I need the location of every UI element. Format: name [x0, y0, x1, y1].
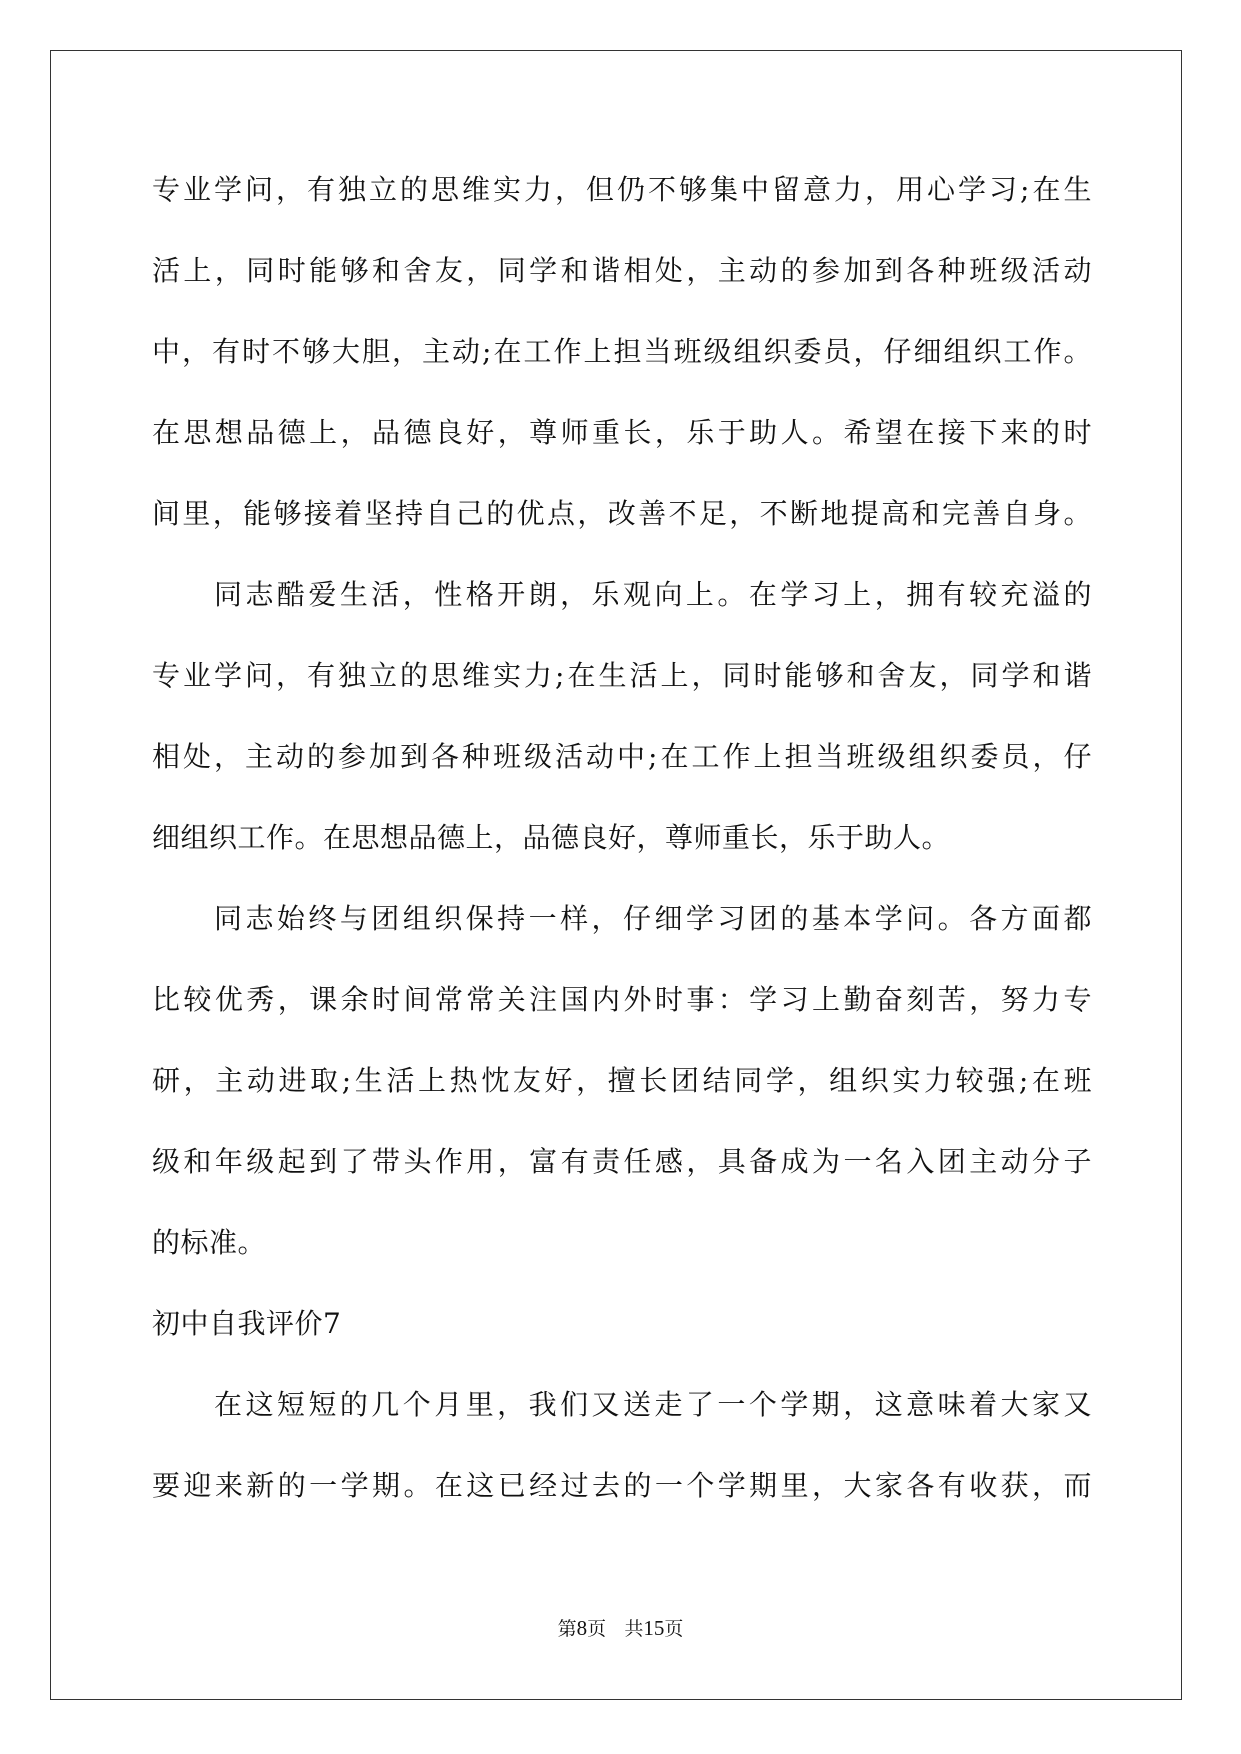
paragraph-line: 同志始终与团组织保持一样，仔细学习团的基本学问。各方面都: [214, 902, 1092, 935]
paragraph-line: 比较优秀，课余时间常常关注国内外时事：学习上勤奋刻苦，努力专: [152, 983, 1092, 1016]
paragraph-line: 的标准。: [152, 1226, 267, 1259]
page-border: [50, 50, 1182, 1700]
paragraph-line: 相处，主动的参加到各种班级活动中;在工作上担当班级组织委员，仔: [152, 740, 1092, 773]
paragraph-line: 专业学问，有独立的思维实力，但仍不够集中留意力，用心学习;在生: [152, 173, 1092, 206]
footer-page-prefix: 第: [557, 1618, 577, 1640]
footer-total-prefix: 共: [624, 1618, 644, 1640]
paragraph-line: 间里，能够接着坚持自己的优点，改善不足，不断地提高和完善自身。: [152, 497, 1092, 530]
paragraph-line: 同志酷爱生活，性格开朗，乐观向上。在学习上，拥有较充溢的: [214, 578, 1092, 611]
footer-total-pages: 15: [643, 1616, 665, 1640]
footer-page-suffix: 页: [587, 1618, 607, 1640]
paragraph-line: 要迎来新的一学期。在这已经过去的一个学期里，大家各有收获，而: [152, 1469, 1092, 1502]
paragraph-line: 活上，同时能够和舍友，同学和谐相处，主动的参加到各种班级活动: [152, 254, 1092, 287]
page-footer: [0, 1615, 1241, 1642]
paragraph-line: 专业学问，有独立的思维实力;在生活上，同时能够和舍友，同学和谐: [152, 659, 1092, 692]
paragraph-line: 级和年级起到了带头作用，富有责任感，具备成为一名入团主动分子: [152, 1145, 1092, 1178]
footer-total-suffix: 页: [664, 1618, 684, 1640]
paragraph-line: 细组织工作。在思想品德上，品德良好，尊师重长，乐于助人。: [152, 821, 951, 854]
paragraph-line: 中，有时不够大胆，主动;在工作上担当班级组织委员，仔细组织工作。: [152, 335, 1092, 368]
paragraph-line: 研，主动进取;生活上热忱友好，擅长团结同学，组织实力较强;在班: [152, 1064, 1092, 1097]
paragraph-line: 在思想品德上，品德良好，尊师重长，乐于助人。希望在接下来的时: [152, 416, 1092, 449]
footer-page-number: 8: [576, 1616, 588, 1640]
section-heading: 初中自我评价7: [152, 1307, 342, 1340]
paragraph-line: 在这短短的几个月里，我们又送走了一个学期，这意味着大家又: [214, 1388, 1092, 1421]
